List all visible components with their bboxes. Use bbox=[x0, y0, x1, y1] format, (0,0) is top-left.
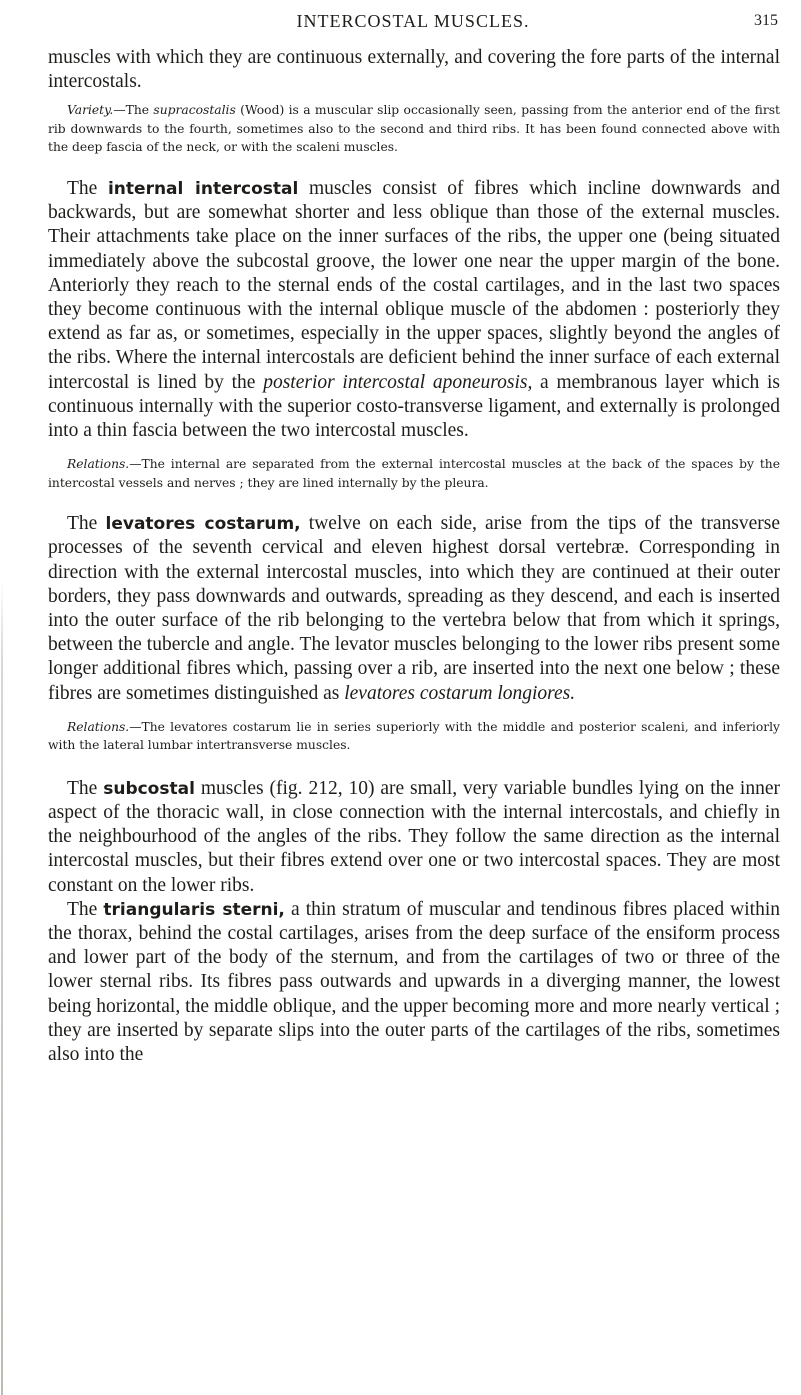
text-span: (Wood) is a muscular slip occasionally seen, passing from the anterior end of the first rib downwards to the fourth, sometimes also to the second and third ribs. It has been found connected above with the deep fascia of the neck, or with the scaleni muscles. bbox=[48, 103, 781, 155]
note-heading: Relations. bbox=[67, 719, 130, 734]
text-span: a membranous layer which is continuous internally with the superior costo-transverse ligament, and externally is prolonged into a thin fascia between the two intercostal muscles. bbox=[48, 371, 780, 441]
page-body bbox=[48, 46, 780, 1067]
note-heading: Variety. bbox=[67, 103, 114, 118]
running-title: INTERCOSTAL MUSCLES. bbox=[296, 11, 530, 31]
text-span: twelve on each side, arise from the tips of the transverse processes of the seventh cervical and eleven highest dorsal vertebræ. Corresponding in direction with the external intercostal muscles, into which they are continued at their outer borders, they pass downwards and outwards, spreading as they descend, and each is inserted into the outer surface of the rib belonging to the vertebra below that from which it springs, between the tubercle and angle. The levator muscles belonging to the lower ribs present some longer additional fibres which, passing over a rib, are inserted into the next one below ; these fibres are sometimes distinguished as bbox=[48, 513, 780, 704]
text-span: muscles consist of fibres which incline downwards and backwards, but are somewhat shorter and less oblique than those of the external muscles. Their attachments take place on the inner surfaces of the ribs, the upper one (being situated immediately above the subcostal groove, the lower one near the upper margin of the bone. Anteriorly they reach to the sternal ends of the costal cartilages, and in the last two spaces they become continuous with the internal oblique muscle of the abdomen : posteriorly they extend as far as, or sometimes, especially in the upper spaces, slightly beyond the angles of the ribs. Where the internal intercostals are deficient behind the inner surface of each external intercostal is lined by the bbox=[48, 177, 780, 393]
note-variety bbox=[48, 101, 780, 157]
paragraph-levatores-costarum bbox=[48, 512, 780, 706]
text-span: The bbox=[67, 177, 108, 199]
italic-term: levatores costarum longiores. bbox=[344, 682, 576, 704]
note-relations-levatores bbox=[48, 718, 780, 755]
paragraph-internal-intercostal bbox=[48, 177, 780, 443]
text-span: muscles with which they are continuous externally, and covering the fore parts of the internal intercostals. bbox=[48, 47, 780, 93]
page-number: 315 bbox=[754, 12, 778, 29]
text-span: —The levatores costarum lie in series superiorly with the middle and posterior scaleni, and inferiorly with the lateral lumbar intertransverse muscles. bbox=[48, 719, 780, 753]
paragraph-subcostal bbox=[48, 777, 780, 898]
note-heading: Relations. bbox=[67, 457, 130, 472]
paragraph-continuation bbox=[48, 46, 780, 94]
note-relations-internal bbox=[48, 455, 780, 492]
bold-term: levatores costarum, bbox=[105, 514, 301, 535]
text-span: The bbox=[67, 777, 104, 799]
italic-term: posterior intercostal aponeurosis, bbox=[263, 371, 533, 393]
bold-term: subcostal bbox=[103, 778, 195, 799]
italic-term: supracostalis bbox=[153, 103, 236, 118]
text-span: The bbox=[67, 513, 106, 535]
binding-shadow bbox=[1, 580, 3, 1395]
text-span: a thin stratum of muscular and tendinous fibres placed within the thorax, behind the costal cartilages, arises from the deep surface of the ensiform process and lower part of the body of the sternum, and from the cartilages of two or three of the lower sternal ribs. Its fibres pass outwards and upwards in a diverging manner, the lowest being horizontal, the middle oblique, and the upper becoming more and more nearly vertical ; they are inserted by separate slips into the outer parts of the cartilages of the ribs, sometimes also into the bbox=[48, 898, 780, 1065]
text-span: —The internal are separated from the external intercostal muscles at the back of the spaces by the intercostal vessels and nerves ; they are lined internally by the pleura. bbox=[48, 457, 780, 490]
bold-term: triangularis sterni, bbox=[103, 899, 285, 920]
text-span: The bbox=[67, 898, 104, 920]
bold-term: internal intercostal bbox=[107, 178, 299, 199]
text-span: muscles (fig. 212, 10) are small, very variable bundles lying on the inner aspect of the thoracic wall, in close connection with the internal intercostals, and chiefly in the neighbourhood of the angles of the ribs. They follow the same direction as the internal intercostal muscles, but their fibres extend over one or two intercostal spaces. They are most constant on the lower ribs. bbox=[48, 777, 780, 896]
running-head bbox=[48, 11, 778, 35]
text-span: —The bbox=[113, 103, 154, 118]
paragraph-triangularis-sterni bbox=[48, 898, 780, 1067]
